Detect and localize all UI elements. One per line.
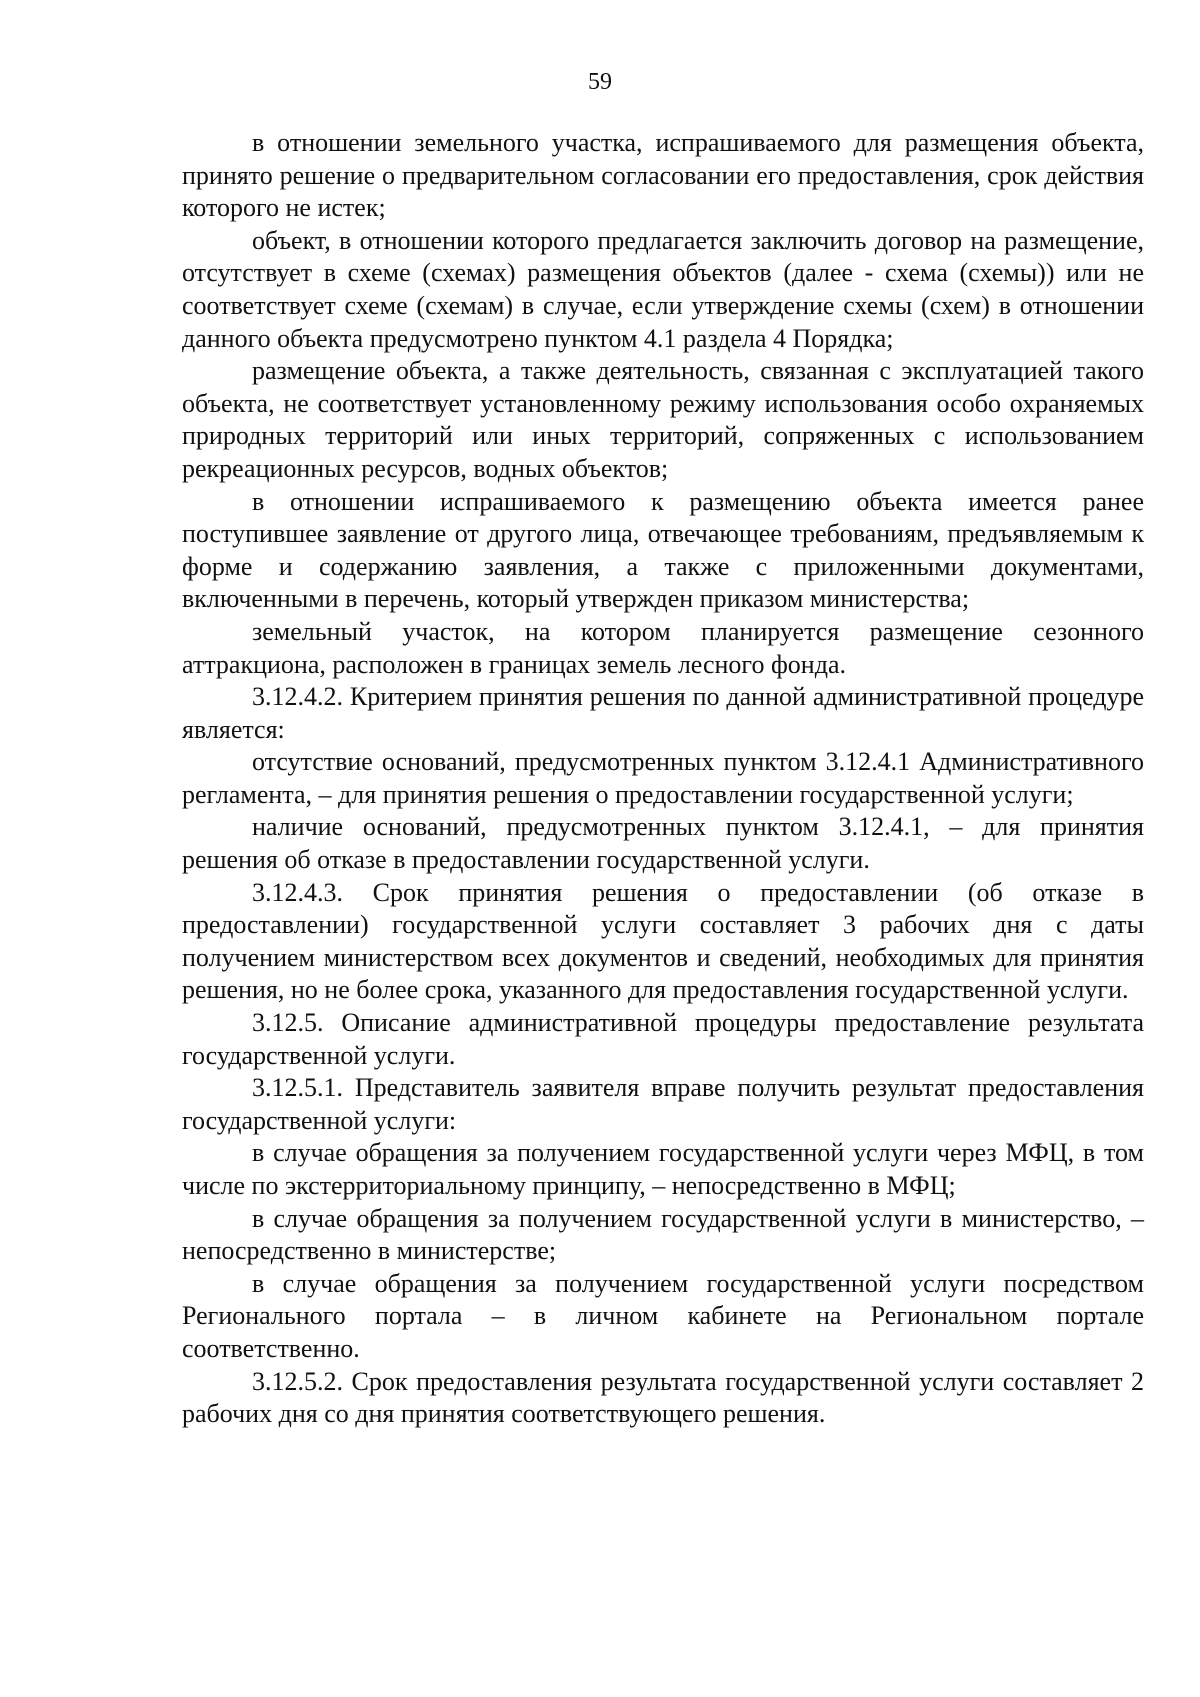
paragraph: объект, в отношении которого предлагается заключить договор на размещение, отсутствует в схеме (схемах) размещения объектов (далее - схема (схемы)) или не соответствует схеме (схемам) в случае, если утверждение схемы (схем) в отношении данного объекта предусмотрено пунктом 4.1 раздела 4 Порядка;	[182, 225, 1144, 353]
paragraph: размещение объекта, а также деятельность, связанная с эксплуатацией такого объекта, не соответствует установленному режиму использования особо охраняемых природных территорий или иных территорий, сопряженных с использованием рекреационных ресурсов, водных объектов;	[182, 356, 1144, 483]
paragraph: в случае обращения за получением государственной услуги через МФЦ, в том числе по экстерриториальному принципу, – непосредственно в МФЦ;	[182, 1138, 1144, 1200]
paragraph: 3.12.4.3. Срок принятия решения о предоставлении (об отказе в предоставлении) государственной услуги составляет 3 рабочих дня с даты получением министерством всех документов и сведений, необходимых для принятия решения, но не более срока, указанного для предоставления государственной услуги.	[182, 877, 1144, 1005]
paragraph: в отношении испрашиваемого к размещению объекта имеется ранее поступившее заявление от другого лица, отвечающее требованиям, предъявляемым к форме и содержанию заявления, а также с приложенными документами, включенными в перечень, который утвержден приказом министерства;	[182, 486, 1144, 614]
paragraph: в случае обращения за получением государственной услуги в министерство, – непосредственно в министерстве;	[182, 1203, 1144, 1266]
paragraph: 3.12.5.2. Срок предоставления результата государственной услуги составляет 2 рабочих дня со дня принятия соответствующего решения.	[182, 1366, 1144, 1429]
paragraph: 3.12.5.1. Представитель заявителя вправе получить результат предоставления государственной услуги:	[182, 1073, 1144, 1135]
paragraph: в случае обращения за получением государственной услуги посредством Регионального портала – в личном кабинете на Региональном портале соответственно.	[182, 1268, 1144, 1363]
paragraph: наличие оснований, предусмотренных пунктом 3.12.4.1, – для принятия решения об отказе в предоставлении государственной услуги.	[182, 812, 1144, 875]
paragraph: отсутствие оснований, предусмотренных пунктом 3.12.4.1 Административного регламента, – для принятия решения о предоставлении государственной услуги;	[182, 747, 1144, 809]
paragraph: земельный участок, на котором планируется размещение сезонного аттракциона, расположен в границах земель лесного фонда.	[182, 616, 1144, 679]
document-body	[182, 127, 1144, 1431]
paragraph: в отношении земельного участка, испрашиваемого для размещения объекта, принято решение о предварительном согласовании его предоставления, срок действия которого не истек;	[182, 128, 1144, 223]
page-number: 59	[588, 69, 612, 95]
paragraph: 3.12.5. Описание административной процедуры предоставление результата государственной услуги.	[182, 1008, 1144, 1070]
paragraph: 3.12.4.2. Критерием принятия решения по данной административной процедуре является:	[182, 682, 1144, 744]
